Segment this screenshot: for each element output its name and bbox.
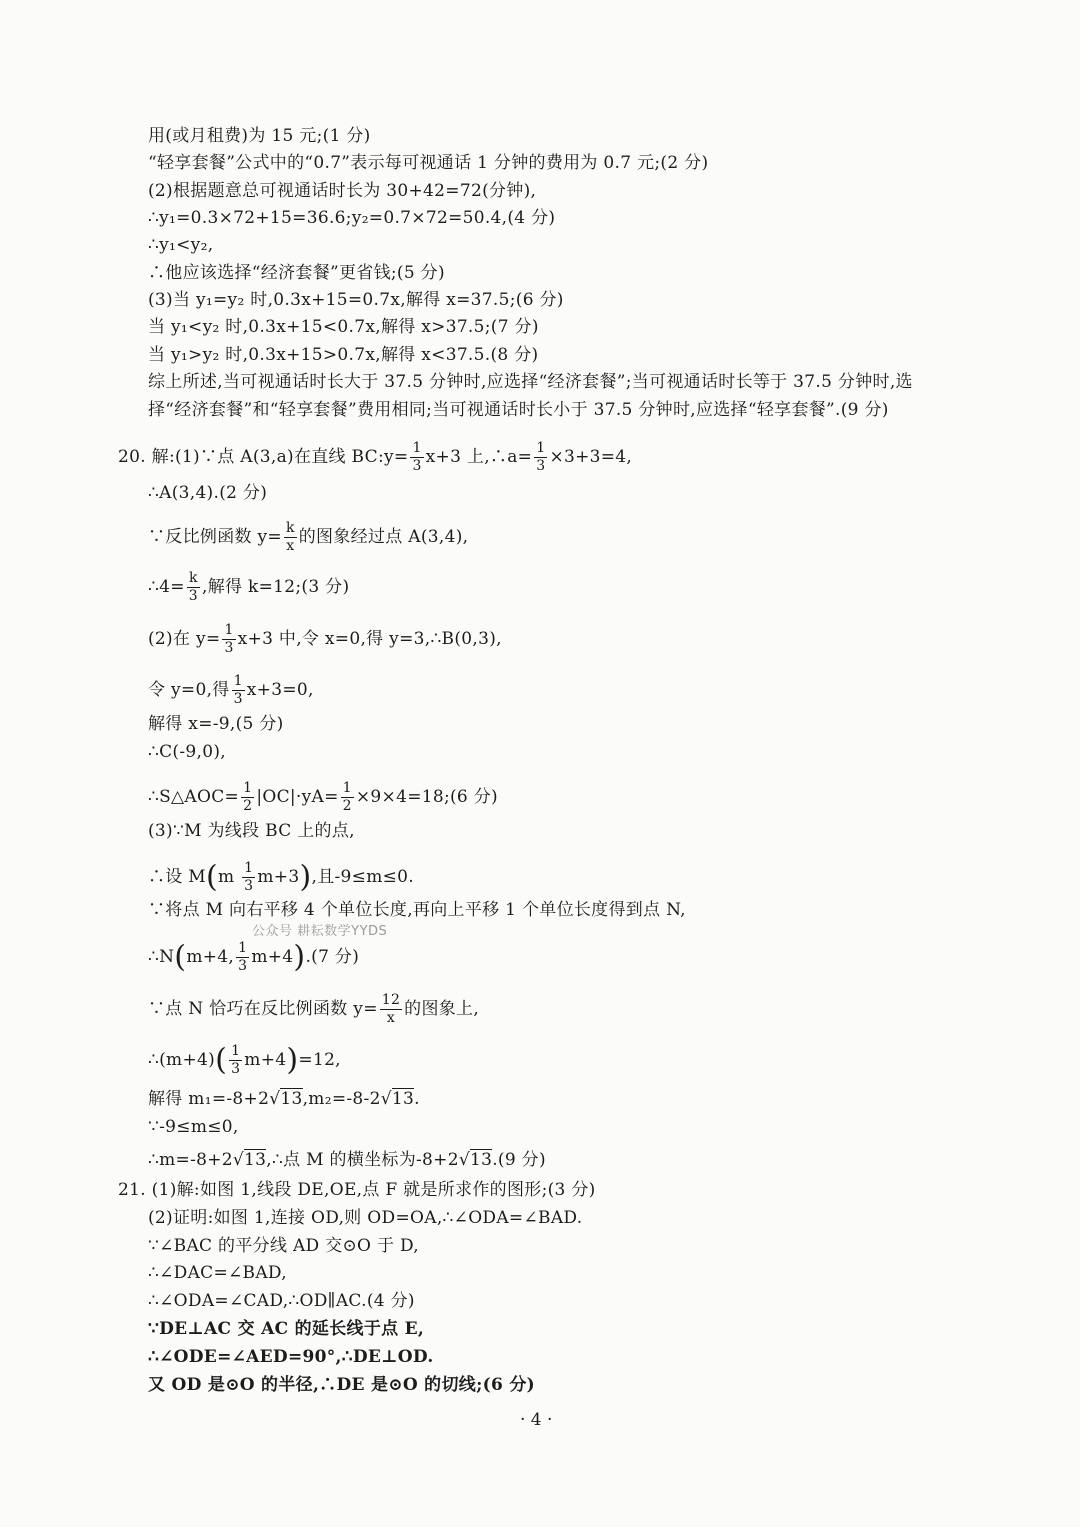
- text-line: (2)根据题意总可视通话时长为 30+42=72(分钟),: [148, 181, 537, 201]
- right-paren: ): [299, 859, 312, 895]
- denominator: 2: [342, 798, 352, 814]
- text-line: [148, 1043, 341, 1078]
- sqrt-sign: √: [269, 1089, 281, 1109]
- numerator: 1: [412, 440, 422, 456]
- radicand: 13: [391, 1089, 415, 1109]
- text-line: [148, 673, 314, 708]
- text-line: ∴y₁=0.3×72+15=36.6;y₂=0.7×72=50.4,(4 分): [148, 208, 556, 228]
- numerator: 1: [224, 622, 234, 638]
- denominator: 3: [233, 691, 243, 707]
- text-line: ∵-9≤m≤0,: [148, 1117, 239, 1137]
- fraction: [222, 622, 235, 657]
- text-line: [148, 520, 468, 555]
- text-segment: ∴S△AOC=: [148, 787, 240, 807]
- sqrt-sign: √: [380, 1089, 392, 1109]
- text-segment: 令 y=0,得: [148, 680, 230, 700]
- text-line: [148, 622, 502, 657]
- denominator: 3: [188, 588, 198, 604]
- text-segment: m+4: [251, 947, 294, 967]
- denominator: 3: [231, 1061, 241, 1077]
- fraction: [410, 440, 423, 475]
- numerator: 1: [231, 1043, 241, 1059]
- text-line: ∵DE⊥AC 交 AC 的延长线于点 E,: [148, 1319, 425, 1339]
- text-segment: ,∴点 M 的横坐标为-8+2: [266, 1150, 459, 1170]
- text-segment: ∵反比例函数 y=: [148, 527, 282, 547]
- text-segment: x+3 上,∴a=: [425, 447, 533, 467]
- text-segment: m+4,: [186, 947, 235, 967]
- text-line: ∴C(-9,0),: [148, 742, 226, 762]
- fraction: [534, 440, 547, 475]
- denominator: x: [286, 538, 295, 554]
- fraction: [284, 520, 297, 555]
- numerator: 1: [342, 780, 352, 796]
- text-line: [148, 992, 479, 1027]
- fraction: [229, 1043, 242, 1078]
- text-segment: .(7 分): [305, 947, 360, 967]
- text-line: ∴∠ODA=∠CAD,∴OD∥AC.(4 分): [148, 1291, 415, 1311]
- text-line: ∴∠DAC=∠BAD,: [148, 1263, 287, 1283]
- denominator: x: [386, 1010, 396, 1026]
- fraction: [232, 673, 245, 708]
- text-segment: 的图象上,: [404, 999, 480, 1019]
- question-20-line: [118, 440, 632, 475]
- text-line: 又 OD 是⊙O 的半径,∴DE 是⊙O 的切线;(6 分): [148, 1375, 535, 1395]
- radicand: 13: [280, 1089, 303, 1109]
- text-segment: m+4: [244, 1050, 287, 1070]
- text-segment: ,m₂=-8-2: [302, 1089, 381, 1109]
- text-line: [148, 1149, 546, 1171]
- text-segment: m+3: [257, 867, 300, 887]
- text-segment: ,且-9≤m≤0.: [311, 867, 414, 887]
- numerator: 1: [233, 673, 243, 689]
- text-line: 解得 x=-9,(5 分): [148, 714, 284, 734]
- numerator: k: [187, 570, 200, 588]
- text-line: 用(或月租费)为 15 元;(1 分): [148, 126, 371, 146]
- right-paren: ): [293, 939, 306, 975]
- text-line: ∵∠BAC 的平分线 AD 交⊙O 于 D,: [148, 1236, 419, 1256]
- numerator: k: [285, 520, 295, 536]
- radicand: 13: [244, 1150, 267, 1170]
- left-paren: (: [215, 1042, 228, 1078]
- text-segment: ,解得 k=12;(3 分): [202, 577, 350, 597]
- text-segment: ∵点 N 恰巧在反比例函数 y=: [148, 999, 378, 1019]
- text-segment: ∴设 M: [148, 867, 207, 887]
- numerator: 12: [381, 992, 401, 1008]
- text-line: ∵将点 M 向右平移 4 个单位长度,再向上平移 1 个单位长度得到点 N,: [148, 900, 686, 920]
- denominator: 3: [244, 878, 254, 894]
- numerator: 1: [238, 940, 248, 956]
- denominator: 3: [238, 958, 248, 974]
- radicand: 13: [469, 1150, 493, 1170]
- text-segment: (2)在 y=: [148, 629, 221, 649]
- text-segment: ×9×4=18;(6 分): [355, 787, 498, 807]
- fraction: [236, 940, 249, 975]
- text-line: [148, 860, 414, 895]
- text-segment: x+3=0,: [246, 680, 314, 700]
- text-line: ∴∠ODE=∠AED=90°,∴DE⊥OD.: [148, 1347, 434, 1367]
- text-segment: .(9 分): [492, 1150, 546, 1170]
- left-paren: (: [174, 939, 187, 975]
- text-line: 当 y₁<y₂ 时,0.3x+15<0.7x,解得 x>37.5;(7 分): [148, 317, 539, 337]
- text-line: “轻享套餐”公式中的“0.7”表示每可视通话 1 分钟的费用为 0.7 元;(2 分): [148, 153, 709, 173]
- text-line: (3)当 y₁=y₂ 时,0.3x+15=0.7x,解得 x=37.5;(6 分): [148, 290, 564, 310]
- fraction: [187, 570, 200, 605]
- text-line: 当 y₁>y₂ 时,0.3x+15>0.7x,解得 x<37.5.(8 分): [148, 345, 539, 365]
- text-segment: 20. 解:(1)∵点 A(3,a)在直线 BC:y=: [118, 447, 409, 467]
- left-paren: (: [206, 859, 219, 895]
- denominator: 3: [224, 640, 234, 656]
- text-line: 择“经济套餐”和“轻享套餐”费用相同;当可视通话时长小于 37.5 分钟时,应选择“轻享套餐”.(9 分): [148, 400, 889, 420]
- text-line: 综上所述,当可视通话时长大于 37.5 分钟时,应选择“经济套餐”;当可视通话时长等于 37.5 分钟时,选: [148, 372, 913, 392]
- denominator: 2: [243, 798, 253, 814]
- fraction: [242, 860, 255, 895]
- text-segment: 解得 m₁=-8+2: [148, 1089, 270, 1109]
- text-line: [148, 780, 498, 815]
- text-line: (2)证明:如图 1,连接 OD,则 OD=OA,∴∠ODA=∠BAD.: [148, 1208, 583, 1228]
- text-line: [148, 1088, 420, 1110]
- text-line: [148, 570, 349, 605]
- text-segment: =12,: [298, 1050, 341, 1070]
- text-segment: ∴N: [148, 947, 175, 967]
- numerator: 1: [243, 780, 253, 796]
- denominator: 3: [412, 458, 422, 474]
- text-segment: x+3 中,令 x=0,得 y=3,∴B(0,3),: [237, 629, 502, 649]
- text-segment: ∴(m+4): [148, 1050, 216, 1070]
- text-segment: ∴4=: [148, 577, 185, 597]
- text-segment: |OC|·yA=: [256, 787, 339, 807]
- sqrt-sign: √: [232, 1150, 245, 1170]
- denominator: 3: [536, 458, 546, 474]
- text-line: ∴y₁<y₂,: [148, 235, 214, 255]
- right-paren: ): [286, 1042, 299, 1078]
- text-segment: ∴m=-8+2: [148, 1150, 233, 1170]
- text-line: [148, 940, 359, 975]
- text-segment: 的图象经过点 A(3,4),: [298, 527, 469, 547]
- text-line: ∴A(3,4).(2 分): [148, 483, 268, 503]
- fraction: [380, 992, 402, 1027]
- question-21-line: 21. (1)解:如图 1,线段 DE,OE,点 F 就是所求作的图形;(3 分): [118, 1180, 596, 1200]
- fraction: [241, 780, 254, 815]
- numerator: 1: [536, 440, 546, 456]
- text-line: (3)∵M 为线段 BC 上的点,: [148, 821, 355, 841]
- fraction: [341, 780, 354, 815]
- text-segment: ×3+3=4,: [549, 447, 633, 467]
- text-segment: .: [414, 1089, 420, 1109]
- text-line: ∴他应该选择“经济套餐”更省钱;(5 分): [148, 263, 445, 283]
- text-segment: m: [218, 867, 235, 887]
- page-number: · 4 ·: [520, 1410, 553, 1430]
- sqrt-sign: √: [458, 1150, 470, 1170]
- watermark: 公众号 耕耘数学YYDS: [252, 924, 388, 939]
- numerator: 1: [244, 860, 254, 876]
